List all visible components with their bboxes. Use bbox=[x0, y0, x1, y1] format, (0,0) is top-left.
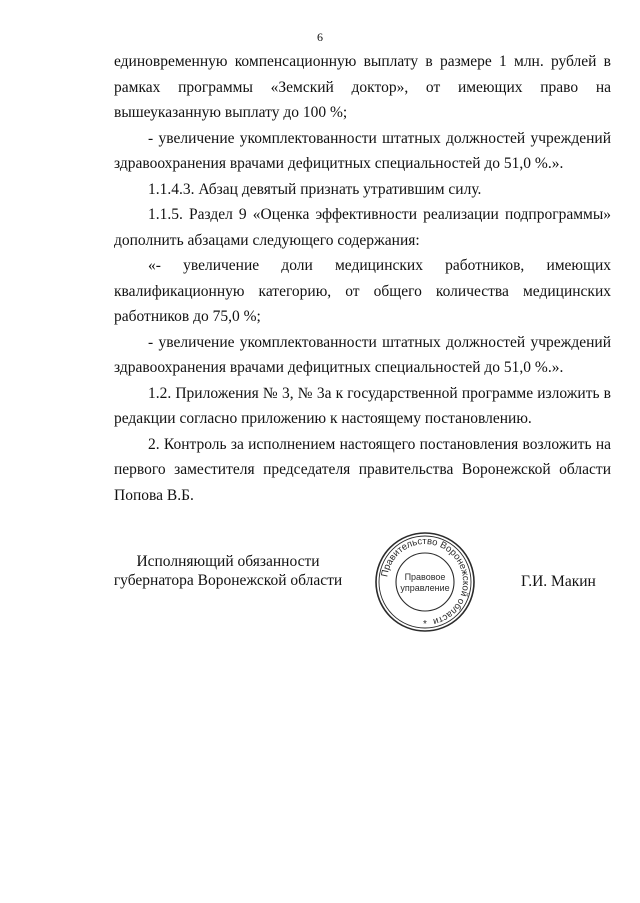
signature-title-line-2: губернатора Воронежской области bbox=[113, 572, 343, 589]
page-number: 6 bbox=[317, 30, 323, 44]
stamp-center-line-2: управление bbox=[400, 583, 450, 593]
signature-title bbox=[108, 552, 348, 590]
paragraph-item-1-1-5: 1.1.5. Раздел 9 «Оценка эффективности реализации подпрограммы» дополнить абзацами следующего содержания: bbox=[114, 206, 611, 249]
stamp-center-line-1: Правовое bbox=[404, 572, 446, 582]
paragraph-qualified-workers: «- увеличение доли медицинских работников, имеющих квалификационную категорию, от общего количества медицинских работников до 75,0 %; bbox=[114, 257, 611, 325]
stamp-graphic bbox=[373, 530, 477, 634]
stamp-bottom-mark: * bbox=[423, 619, 427, 630]
paragraph-staffing-increase-2: - увеличение укомплектованности штатных должностей учреждений здравоохранения врачами дефицитных специальностей до 51,0 %.». bbox=[114, 333, 611, 376]
stamp-outer-ring bbox=[376, 533, 474, 631]
paragraph-item-1-2: 1.2. Приложения № 3, № 3а к государственной программе изложить в редакции согласно приложению к настоящему постановлению. bbox=[114, 384, 611, 427]
signer-name: Г.И. Макин bbox=[521, 573, 596, 590]
paragraph-compensation-payment: единовременную компенсационную выплату в размере 1 млн. рублей в рамках программы «Земский доктор», от имеющих право на вышеуказанную выплату до 100 %; bbox=[114, 53, 611, 121]
paragraph-item-2-control: 2. Контроль за исполнением настоящего постановления возложить на первого заместителя председателя правительства Воронежской области Попова В.Б. bbox=[114, 435, 611, 504]
signature-title-line-1: Исполняющий обязанности bbox=[136, 553, 320, 570]
stamp-outer-text: Правительство Воронежской области bbox=[379, 535, 472, 628]
paragraph-staffing-increase: - увеличение укомплектованности штатных должностей учреждений здравоохранения врачами дефицитных специальностей до 51,0 %.». bbox=[114, 129, 611, 172]
stamp-inner-ring bbox=[396, 553, 454, 611]
document-body bbox=[114, 49, 611, 508]
official-stamp bbox=[373, 530, 477, 634]
paragraph-item-1-1-4-3: 1.1.4.3. Абзац девятый признать утратившим силу. bbox=[148, 180, 482, 198]
